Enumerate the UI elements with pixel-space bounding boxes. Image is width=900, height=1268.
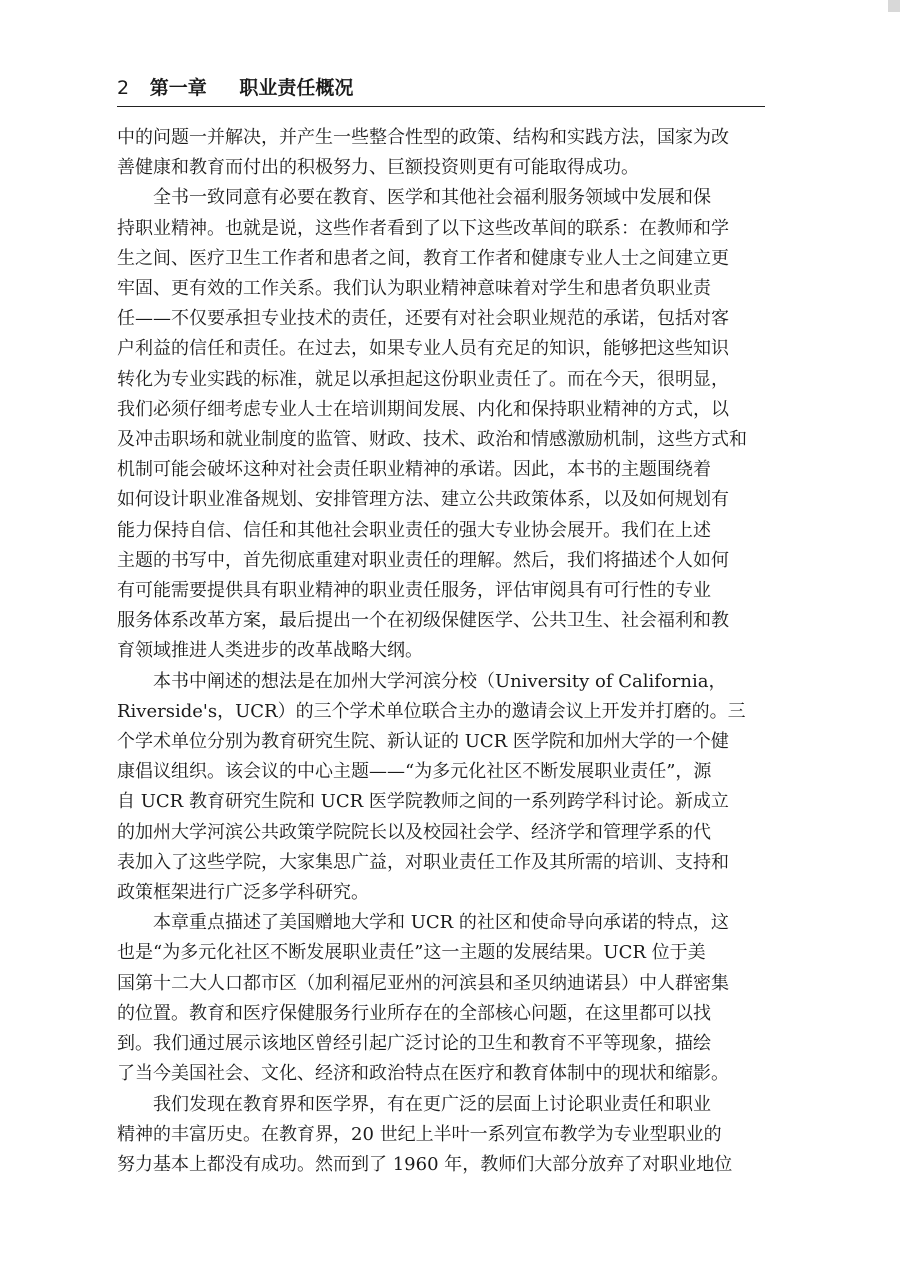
paragraph: 我们发现在教育界和医学界，有在更广泛的层面上讨论职业责任和职业 精神的丰富历史。在教育界，20 世纪上半叶一系列宣布教学为专业型职业的 努力基本上都没有成功。然而到了 1960 年，教师们大部分放弃了对职业地位 — [117, 1093, 733, 1175]
paragraph: 中的问题一并解决，并产生一些整合性型的政策、结构和实践方法，国家为改 善健康和教育而付出的积极努力、巨额投资则更有可能取得成功。 — [117, 127, 729, 179]
paragraph: 全书一致同意有必要在教育、医学和其他社会福利服务领域中发展和保 持职业精神。也就是说，这些作者看到了以下这些改革间的联系：在教师和学 生之间、医疗卫生工作者和患者之间，教育工作者和健康专业人士之间建立更 牢固、更有效的工作关系。我们认为职业精神意味着对学生和患者负职业责 任——不仅要承担专业技术的责任，还要有对社会职业规范的承诺，包括对客 户利益的信任和责任。在过去，如果专业人员有充足的知识，能够把这些知识 转化为专业实践的标准，就足以承担起这份职业责任了。而在今天，很明显， 我们必须仔细考虑专业人士在培训期间发展、内化和保持职业精神的方式，以 及冲击职场和就业制度的监管、财政、技术、政治和情感激励机制，这些方式和 机制可能会破坏这种对社会责任职业精神的承诺。因此，本书的主题围绕着 如何设计职业准备规划、安排管理方法、建立公共政策体系，以及如何规划有 能力保持自信、信任和其他社会职业责任的强大专业协会展开。我们在上述 主题的书写中，首先彻底重建对职业责任的理解。然后，我们将描述个人如何 有可能需要提供具有职业精神的职业责任服务，评估审阅具有可行性的专业 服务体系改革方案，最后提出一个在初级保健医学、公共卫生、社会福利和教 育领域推进人类进步的改革战略大纲。 — [117, 187, 747, 662]
chapter-title: 职业责任概况 — [239, 77, 354, 99]
page-corner-mark — [888, 0, 900, 12]
page-number: 2 — [117, 77, 130, 99]
chapter-label: 第一章 — [149, 77, 207, 99]
paragraph: 本书中阐述的想法是在加州大学河滨分校（University of California， Riverside's，UCR）的三个学术单位联合主办的邀请会议上开发并打磨的。三 个学术单位分别为教育研究生院、新认证的 UCR 医学院和加州大学的一个健 康倡议组织。该会议的中心主题——“为多元化社区不断发展职业责任”，源 自 UCR 教育研究生院和 UCR 医学院教师之间的一系列跨学科讨论。新成立 的加州大学河滨公共政策学院院长以及校园社会学、经济学和管理学系的代 表加入了这些学院，大家集思广益，对职业责任工作及其所需的培训、支持和 政策框架进行广泛多学科研究。 — [117, 670, 746, 904]
body-text — [117, 123, 765, 1180]
paragraph: 本章重点描述了美国赠地大学和 UCR 的社区和使命导向承诺的特点，这 也是“为多元化社区不断发展职业责任”这一主题的发展结果。UCR 位于美 国第十二大人口都市区（加利福尼亚州的河滨县和圣贝纳迪诺县）中人群密集 的位置。教育和医疗保健服务行业所存在的全部核心问题，在这里都可以找 到。我们通过展示该地区曾经引起广泛讨论的卫生和教育不平等现象，描绘 了当今美国社会、文化、经济和政治特点在医疗和教育体制中的现状和缩影。 — [117, 912, 729, 1085]
running-header — [117, 74, 765, 107]
